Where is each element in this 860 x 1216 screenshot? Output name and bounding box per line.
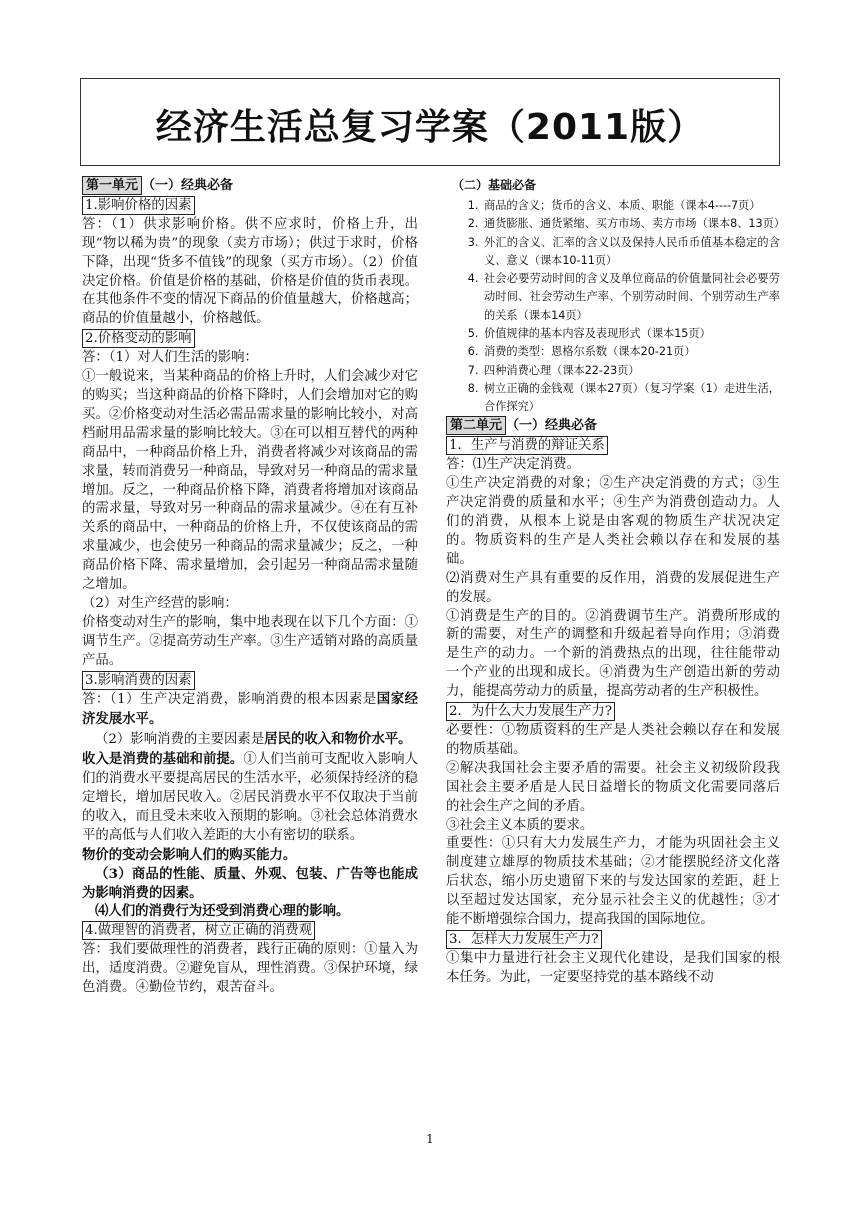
list-item: 3. 外汇的含义、汇率的含义以及保持人民币币值基本稳定的含义、意义（课本10-11页） xyxy=(482,234,780,271)
paragraph: 答：（1）供求影响价格。供不应求时，价格上升，出现“物以稀为贵”的现象（卖方市场）；供过于求时，价格下降，出现“货多不值钱”的现象（买方市场）。（2）价值决定价格。价值是价格的基础，价格是价值的货币表现。在其他条件不变的情况下商品的价值量越大，价格越高；商品的价值量越小，价格越低。 xyxy=(82,216,418,327)
paragraph: ①消费是生产的目的。②消费调节生产。消费所形成的新的需要，对生产的调整和升级起着导向作用；③消费是生产的动力。一个新的消费热点的出现，往往能带动一个产业的出现和成长。④消费为生产创造出新的劳动力，能提高劳动力的质量，提高劳动者的生产积极性。 xyxy=(446,608,780,700)
question-title: 2．为什么大力发展生产力? xyxy=(446,702,615,721)
paragraph: 答：（1）对人们生活的影响： xyxy=(82,350,258,366)
title-box xyxy=(80,78,780,166)
question-title: 2.价格变动的影响 xyxy=(82,329,195,348)
paragraph: ③社会主义本质的要求。 xyxy=(446,817,594,833)
paragraph: 物价的变动会影响人们的购买能力。 xyxy=(82,846,297,863)
text-run: 答：（1）生产决定消费，影响消费的根本因素是 xyxy=(82,692,377,708)
text-run: ①人们当前可支配收入影响人们的消费水平要提高居民的生活水平，必须保持经济的稳定增长，增加居民收入。②居民消费水平不仅取决于当前的收入，而且受未来收入预期的影响。③社会总体消费水平的高低与人们收入差距的大小有密切的联系。 xyxy=(82,752,419,843)
question-title: 1．生产与消费的辩证关系 xyxy=(446,436,608,455)
question-heading xyxy=(82,671,418,691)
paragraph: ⑷人们的消费行为还受到消费心理的影响。 xyxy=(95,903,350,920)
paragraph: ②解决我国社会主要矛盾的需要。社会主义初级阶段我国社会主要矛盾是人民日益增长的物质文化需要同落后的社会生产之间的矛盾。 xyxy=(446,760,780,814)
question-heading xyxy=(82,921,418,941)
paragraph: ①一般说来，当某种商品的价格上升时，人们会减少对它的购买；当这种商品的价格下降时，人们会增加对它的购买。②价格变动对生活必需品需求量的影响比较小，对高档耐用品需求量的影响比较大。③在可以相互替代的两种商品中，一种商品价格上升，消费者将减少对该商品的需求量，转而消费另一种商品，导致对另一种商品的需求量增加。反之，一种商品价格下降，消费者将增加对该商品的需求量，导致对另一种商品的需求量减少。④在有互补关系的商品中，一种商品的价格上升，不仅使该商品的需求量减少，也会使另一种商品的需求量减少；反之，一种商品价格下降、需求量增加，会引起另一种商品需求量随之增加。 xyxy=(82,369,418,593)
question-heading xyxy=(82,196,418,216)
basics-list xyxy=(446,197,786,417)
paragraph xyxy=(82,750,418,846)
list-item: 5. 价值规律的基本内容及表现形式（课本15页） xyxy=(482,325,780,343)
question-heading xyxy=(82,329,418,349)
question-title: 3.影响消费的因素 xyxy=(82,671,195,690)
left-column xyxy=(82,176,418,998)
question-heading xyxy=(446,930,780,950)
list-item: 8. 树立正确的金钱观（课本27页）（复习学案（1）走进生活，合作探究） xyxy=(482,380,780,417)
paragraph: 重要性：①只有大力发展生产力，才能为巩固社会主义制度建立雄厚的物质技术基础；②才能摆脱经济文化落后状态，缩小历史遗留下来的与发达国家的差距，赶上以至超过发达国家，充分显示社会主义的优越性；③才能不断增强综合国力，提高我国的国际地位。 xyxy=(446,836,780,928)
unit-section: （一）经典必备 xyxy=(506,418,598,434)
unit-heading xyxy=(82,176,418,196)
question-title: 4.做理智的消费者，树立正确的消费观 xyxy=(82,921,315,940)
basics-heading: （二）基础必备 xyxy=(452,178,537,192)
question-title: 1.影响价格的因素 xyxy=(82,196,195,215)
paragraph xyxy=(82,690,418,730)
question-heading xyxy=(446,436,780,456)
question-title: 3．怎样大力发展生产力? xyxy=(446,930,602,949)
page-title: 经济生活总复习学案（2011版） xyxy=(155,107,705,148)
list-item: 7. 四种消费心理（课本22-23页） xyxy=(482,362,780,380)
bold-text-run: 收入是消费的基础和前提。 xyxy=(82,751,244,768)
bold-text-run: 国家经济发展水平。 xyxy=(82,691,419,728)
text-run: （2）影响消费的主要因素是 xyxy=(95,732,265,748)
paragraph: 答：⑴生产决定消费。 xyxy=(446,457,580,473)
paragraph: ①集中力量进行社会主义现代化建设，是我们国家的根本任务。为此，一定要坚持党的基本路线不动 xyxy=(446,950,780,985)
bold-text-run: 居民的收入和物价水平。 xyxy=(264,731,412,748)
right-column xyxy=(446,176,786,988)
paragraph: ①生产决定消费的对象；②生产决定消费的方式；③生产决定消费的质量和水平；④生产为消费创造动力。人们的消费，从根本上说是由客观的物质生产状况决定的。物质资料的生产是人类社会赖以存在和发展的基础。 xyxy=(446,476,780,567)
unit-label: 第一单元 xyxy=(82,176,142,195)
paragraph: ⑵消费对生产具有重要的反作用，消费的发展促进生产的发展。 xyxy=(446,570,780,605)
list-item: 2. 通货膨胀、通货紧缩、买方市场、卖方市场（课本8、13页） xyxy=(482,215,780,233)
paragraph: 答：我们要做理性的消费者，践行正确的原则：①量入为出，适度消费。②避免盲从，理性消费。③保护环境，绿色消费。④勤俭节约，艰苦奋斗。 xyxy=(82,942,418,996)
paragraph: （3）商品的性能、质量、外观、包装、广告等也能成为影响消费的因素。 xyxy=(82,865,418,901)
paragraph: 必要性：①物质资料的生产是人类社会赖以存在和发展的物质基础。 xyxy=(446,722,780,757)
unit-label: 第二单元 xyxy=(446,416,506,435)
list-item: 1. 商品的含义；货币的含义、本质、职能（课本4----7页） xyxy=(482,197,780,215)
page-number: 1 xyxy=(426,1132,434,1146)
paragraph: （2）对生产经营的影响： xyxy=(82,595,238,611)
unit-heading xyxy=(446,416,780,436)
list-item: 4. 社会必要劳动时间的含义及单位商品的价值量同社会必要劳动时间、社会劳动生产率、个别劳动时间、个别劳动生产率的关系（课本14页） xyxy=(482,270,780,325)
paragraph xyxy=(82,730,418,750)
list-item: 6. 消费的类型：恩格尔系数（课本20-21页） xyxy=(482,343,780,361)
question-heading xyxy=(446,702,780,722)
paragraph: 价格变动对生产的影响，集中地表现在以下几个方面：①调节生产。②提高劳动生产率。③生产适销对路的高质量产品。 xyxy=(82,614,418,668)
unit-section: （一）经典必备 xyxy=(142,178,234,193)
